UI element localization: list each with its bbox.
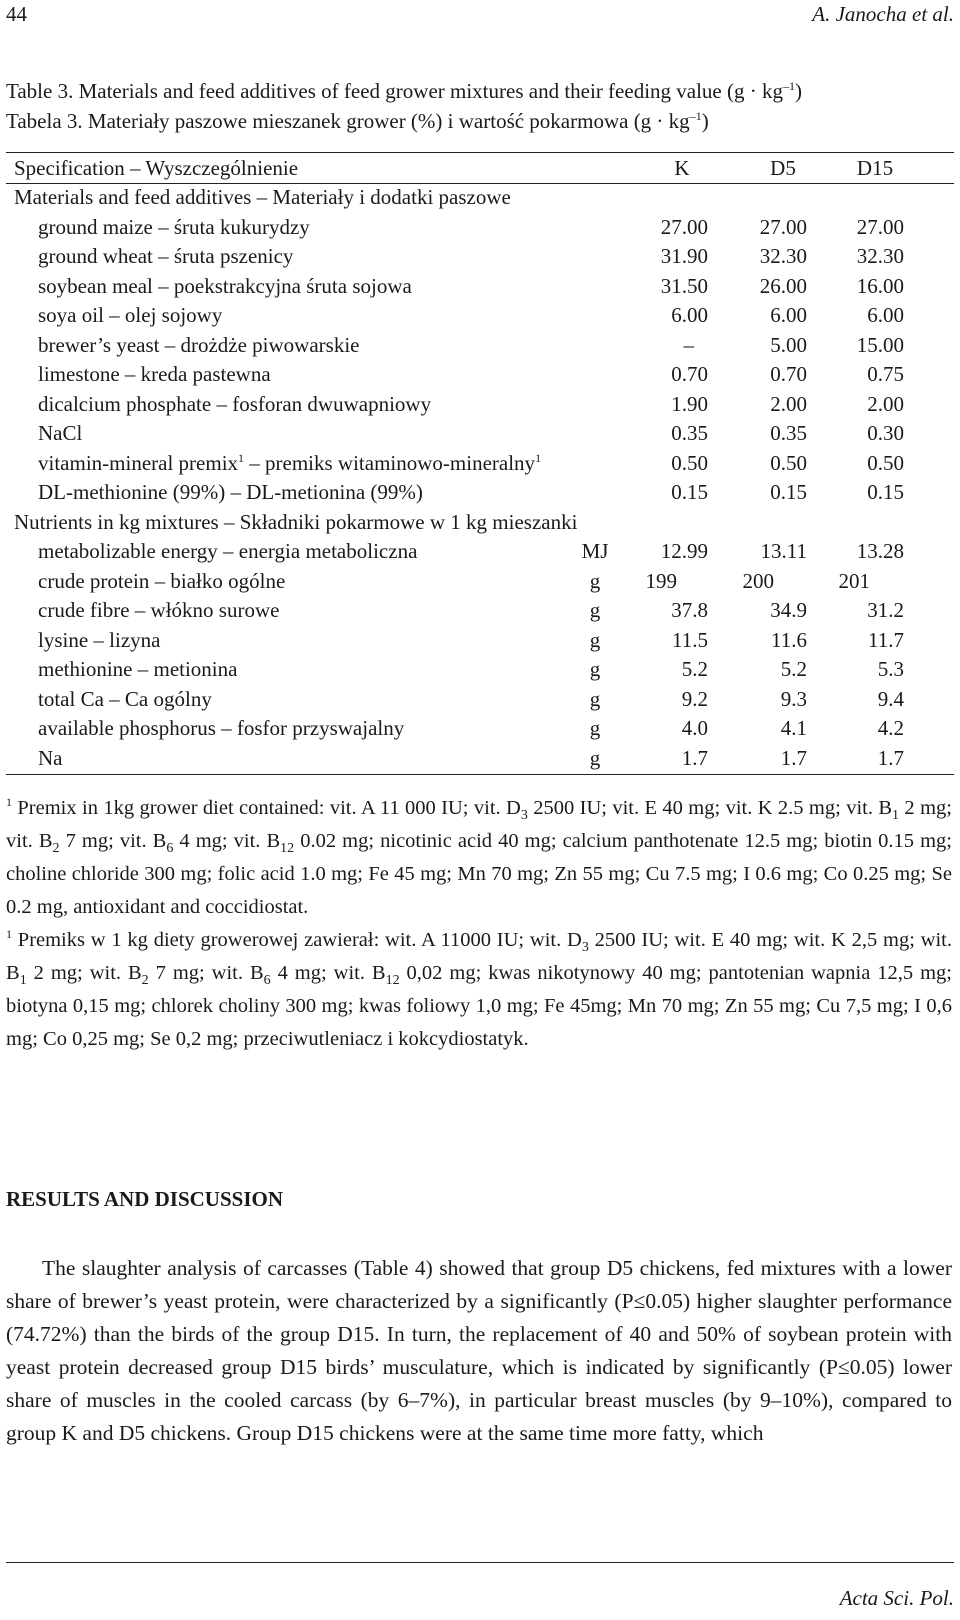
cell-d5: 2.00 <box>770 392 807 416</box>
cell-k: 0.70 <box>671 362 708 386</box>
cell-k: 0.50 <box>671 451 708 475</box>
cell-d5: 34.9 <box>770 598 807 622</box>
cell-d5: 4.1 <box>780 716 807 740</box>
cell-d15: 15.00 <box>856 333 904 357</box>
column-header-d5: D5 <box>770 156 796 180</box>
section-title: Nutrients in kg mixtures – Składniki pokarmowe w 1 kg mieszanki <box>14 510 578 534</box>
cell-unit: g <box>589 598 601 622</box>
table-bottom-rule <box>6 774 954 775</box>
cell-d15: 11.7 <box>868 628 904 652</box>
cell-k: 27.00 <box>660 215 708 239</box>
column-header-specification: Specification – Wyszczególnienie <box>14 156 299 180</box>
section-title: Materials and feed additives – Materiały i dodatki paszowe <box>14 185 511 209</box>
cell-d5: 0.70 <box>770 362 807 386</box>
row-label: soya oil – olej sojowy <box>38 303 223 327</box>
cell-k: 4.0 <box>681 716 708 740</box>
footnote-pl: $^1$ Premiks w 1 kg diety growerowej zawierał: wit. A 11000 IU; wit. $D_3$ 2500 IU; wit. E 40 mg; wit. K 2,5 mg; wit. $B_1$ 2 mg; wit. $B_2$ 7 mg; wit. $B_6$ 4 mg; wit. $B_{12}$ 0,02 mg; kwas nikotynowy 40 mg; pantotenian wapnia 12,5 mg; biotyna 0,15 mg; chlorek choliny 300 mg; kwas foliowy 1,0 mg; Fe 45mg; Mn 70 mg; Zn 55 mg; Cu 7,5 mg; I 0,6 mg; Co 0,25 mg; Se 0,2 mg; przeciwutleniacz i kokcydiostatyk. <box>6 927 953 1050</box>
cell-d5: 9.3 <box>780 687 807 711</box>
table-row <box>0 743 960 773</box>
cell-unit: g <box>589 687 601 711</box>
table-row <box>0 330 960 360</box>
cell-unit: MJ <box>581 539 609 563</box>
table-row <box>0 625 960 655</box>
cell-unit: g <box>589 657 601 681</box>
cell-d5: 5.2 <box>780 657 807 681</box>
table-row <box>0 212 960 242</box>
cell-k: 12.99 <box>660 539 708 563</box>
row-label: ground wheat – śruta pszenicy <box>38 244 294 268</box>
cell-d15: 4.2 <box>877 716 904 740</box>
table-row <box>0 389 960 419</box>
row-label: dicalcium phosphate – fosforan dwuwapniowy <box>38 392 432 416</box>
table-row <box>0 271 960 301</box>
cell-d15: 32.30 <box>856 244 904 268</box>
table-row <box>0 536 960 566</box>
row-label: vitamin-mineral premix$^1$ – premiks witaminowo-mineralny$^1$ <box>38 451 542 475</box>
cell-k: 0.15 <box>671 480 708 504</box>
row-label: crude fibre – włókno surowe <box>38 598 280 622</box>
cell-d15: 0.15 <box>867 480 904 504</box>
cell-k: – <box>683 333 694 357</box>
cell-d5: 0.15 <box>770 480 807 504</box>
page-number: 44 <box>6 2 27 26</box>
cell-d15: 9.4 <box>877 687 904 711</box>
cell-d5: 11.6 <box>771 628 807 652</box>
cell-unit: g <box>589 569 601 593</box>
table-row <box>0 448 960 478</box>
cell-unit: g <box>589 716 601 740</box>
row-label: total Ca – Ca ogólny <box>38 687 212 711</box>
row-label: brewer’s yeast – drożdże piwowarskie <box>38 333 360 357</box>
footnote-en: $^1$ Premix in 1kg grower diet contained: vit. A 11 000 IU; vit. $D_3$ 2500 IU; vit. E 40 mg; vit. K 2.5 mg; vit. $B_1$ 2 mg; vit. $B_2$ 7 mg; vit. $B_6$ 4 mg; vit. $B_{12}$ 0.02 mg; nicotinic acid 40 mg; calcium panthotenate 12.5 mg; biotin 0.15 mg; choline chloride 300 mg; folic acid 1.0 mg; Fe 45 mg; Mn 70 mg; Zn 55 mg; Cu 7.5 mg; I 0.6 mg; Co 0.25 mg; Se 0.2 mg, antioxidant and coccidiostat. <box>6 795 952 918</box>
cell-d15: 6.00 <box>867 303 904 327</box>
row-label: methionine – metionina <box>38 657 238 681</box>
cell-k: 0.35 <box>671 421 708 445</box>
cell-d15: 0.75 <box>867 362 904 386</box>
cell-d5: 5.00 <box>770 333 807 357</box>
cell-d15: 2.00 <box>867 392 904 416</box>
cell-k: 6.00 <box>671 303 708 327</box>
row-label: NaCl <box>38 421 83 445</box>
running-header <box>6 2 954 32</box>
cell-d5: 27.00 <box>759 215 807 239</box>
table-header-row <box>0 153 960 183</box>
column-header-k: K <box>674 156 690 180</box>
table-row <box>0 566 960 596</box>
cell-d15: 13.28 <box>856 539 904 563</box>
cell-k: 31.50 <box>660 274 708 298</box>
row-label: soybean meal – poekstrakcyjna śruta sojowa <box>38 274 412 298</box>
cell-d15: 16.00 <box>856 274 904 298</box>
cell-d5: 1.7 <box>780 746 807 770</box>
cell-k: 11.5 <box>672 628 708 652</box>
cell-k: 9.2 <box>681 687 708 711</box>
cell-d5: 26.00 <box>759 274 807 298</box>
section-heading: RESULTS AND DISCUSSION <box>6 1187 283 1211</box>
journal-name: Acta Sci. Pol. <box>839 1586 954 1610</box>
cell-k: 199 <box>645 569 677 593</box>
cell-d5: 0.50 <box>770 451 807 475</box>
row-label: DL-methionine (99%) – DL-metionina (99%) <box>38 480 423 504</box>
cell-d5: 32.30 <box>759 244 807 268</box>
cell-d15: 0.50 <box>867 451 904 475</box>
table-row <box>0 477 960 507</box>
table-row <box>0 595 960 625</box>
cell-d15: 27.00 <box>856 215 904 239</box>
cell-d5: 200 <box>742 569 774 593</box>
row-label: available phosphorus – fosfor przyswajalny <box>38 716 405 740</box>
row-label: lysine – lizyna <box>38 628 161 652</box>
table-caption-en: Table 3. Materials and feed additives of feed grower mixtures and their feeding value $(g \cdot kg^{-1})$ <box>6 79 802 103</box>
column-header-d15: D15 <box>856 156 894 180</box>
cell-d15: 201 <box>838 569 870 593</box>
row-label: metabolizable energy – energia metaboliczna <box>38 539 418 563</box>
cell-d5: 0.35 <box>770 421 807 445</box>
cell-d15: 31.2 <box>867 598 904 622</box>
table-row <box>0 418 960 448</box>
cell-d5: 6.00 <box>770 303 807 327</box>
body-paragraph: The slaughter analysis of carcasses (Table 4) showed that group D5 chickens, fed mixtures with a lower share of brewer’s yeast protein, were characterized by a significantly (P≤0.05) higher slaughter performance (74.72%) than the birds of the group D15. In turn, the replacement of 40 and 50% of soybean protein with yeast protein decreased group D15 birds’ musculature, which is indicated by significantly (P≤0.05) lower share of muscles in the cooled carcass (by 6–7%), in particular breast muscles (by 9–10%), compared to group K and D5 chickens. Group D15 chickens were at the same time more fatty, which <box>6 1256 952 1445</box>
cell-k: 1.90 <box>671 392 708 416</box>
cell-unit: g <box>589 746 601 770</box>
cell-k: 37.8 <box>671 598 708 622</box>
cell-d5: 13.11 <box>760 539 807 563</box>
running-authors: A. Janocha et al. <box>812 2 954 26</box>
footer-rule <box>6 1562 954 1563</box>
section-materials <box>0 182 960 212</box>
table-row <box>0 241 960 271</box>
table-row <box>0 713 960 743</box>
cell-d15: 0.30 <box>867 421 904 445</box>
table-row <box>0 654 960 684</box>
table-row <box>0 359 960 389</box>
cell-k: 31.90 <box>660 244 708 268</box>
cell-k: 5.2 <box>681 657 708 681</box>
cell-d15: 5.3 <box>877 657 904 681</box>
section-nutrients <box>0 507 960 537</box>
table-row <box>0 300 960 330</box>
row-label: crude protein – białko ogólne <box>38 569 286 593</box>
table-caption-pl: Tabela 3. Materiały paszowe mieszanek grower (%) i wartość pokarmowa $(g \cdot kg^{-1})$ <box>6 109 709 133</box>
row-label: limestone – kreda pastewna <box>38 362 271 386</box>
cell-k: 1.7 <box>681 746 708 770</box>
row-label: Na <box>38 746 63 770</box>
table-row <box>0 684 960 714</box>
row-label: ground maize – śruta kukurydzy <box>38 215 310 239</box>
cell-unit: g <box>589 628 601 652</box>
cell-d15: 1.7 <box>877 746 904 770</box>
